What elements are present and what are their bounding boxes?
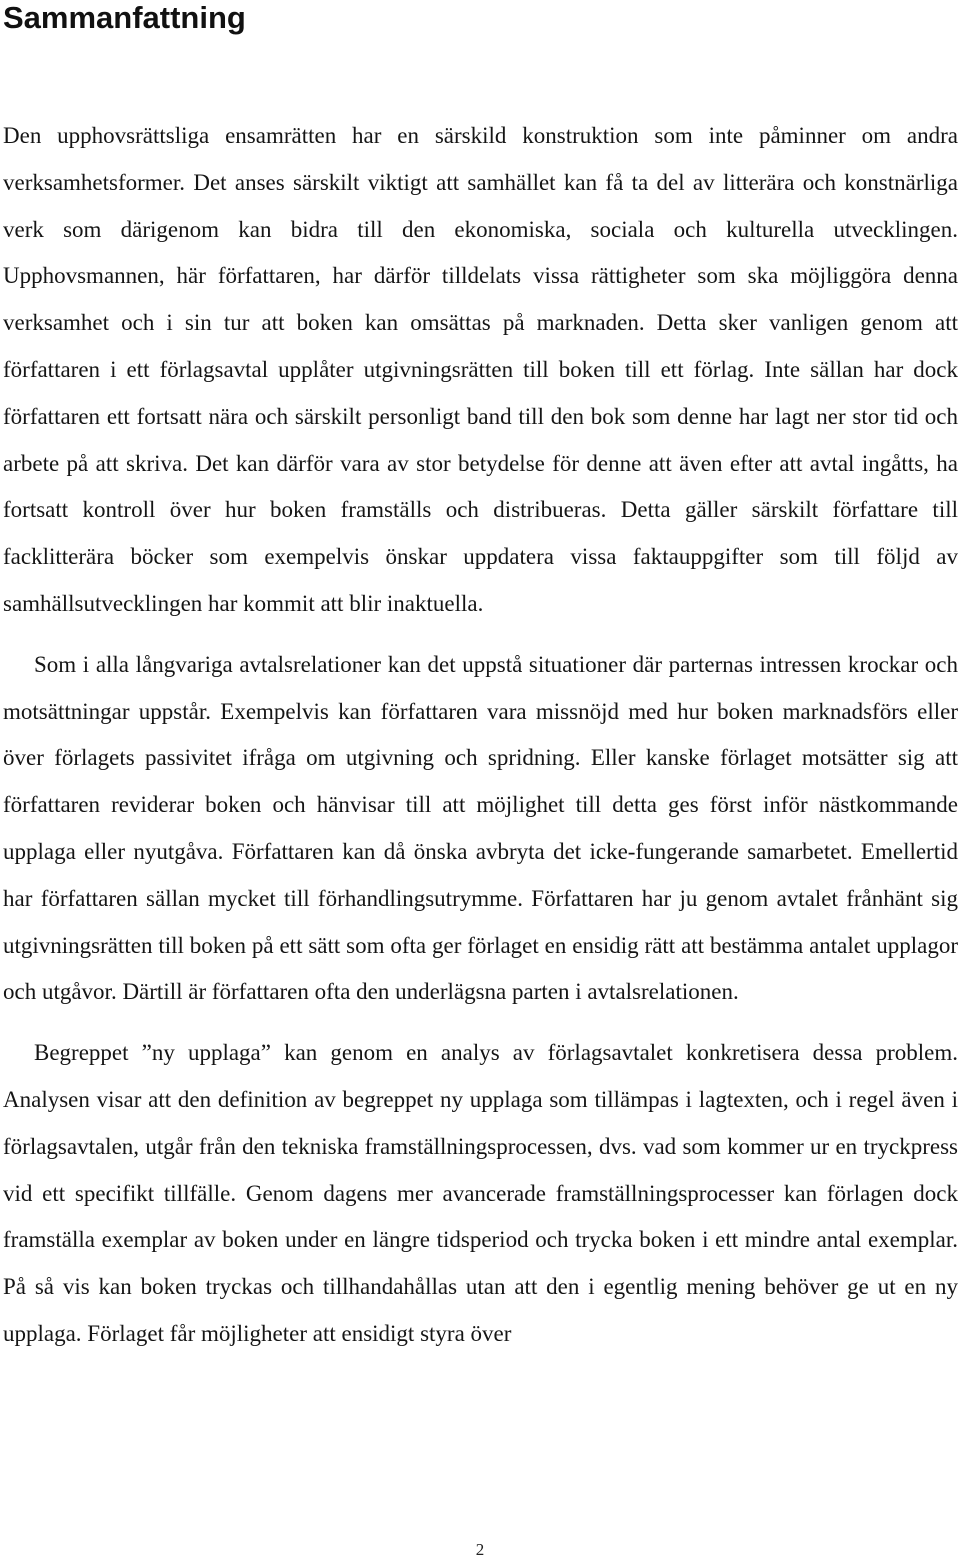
paragraph-3: Begreppet ”ny upplaga” kan genom en analys av förlagsavtalet konkretisera dessa problem. Analysen visar att den definition av begreppet ny upplaga som tillämpas i lagtexten, och i regel även i förlagsavtalen, utgår från den tekniska framställningsprocessen, dvs. vad som kommer ur en tryckpress vid ett specifikt tillfälle. Genom dagens mer avancerade framställningsprocesser kan förlagen dock framställa exemplar av boken under en längre tidsperiod och trycka boken i ett mindre antal exemplar. På så vis kan boken tryckas och tillhandahållas utan att den i egentlig mening behöver ge ut en ny upplaga. Förlaget får möjligheter att ensidigt styra över <box>3 1040 958 1346</box>
paragraph-1: Den upphovsrättsliga ensamrätten har en särskild konstruktion som inte påminner om andra verksamhetsformer. Det anses särskilt viktigt att samhället kan få ta del av litterära och konstnärliga verk som därigenom kan bidra till den ekonomiska, sociala och kulturella utvecklingen. Upphovsmannen, här författaren, har därför tilldelats vissa rättigheter som ska möjliggöra denna verksamhet och i sin tur att boken kan omsättas på marknaden. Detta sker vanligen genom att författaren i ett förlagsavtal upplåter utgivningsrätten till boken till ett förlag. Inte sällan har dock författaren ett fortsatt nära och särskilt personligt band till den bok som denne har lagt ner stor tid och arbete på att skriva. Det kan därför vara av stor betydelse för denne att även efter att avtal ingåtts, ha fortsatt kontroll över hur boken framställs och distribueras. Detta gäller särskilt författare till facklitterära böcker som exempelvis önskar uppdatera vissa faktauppgifter som till följd av samhällsutvecklingen har kommit att blir inaktuella. <box>3 123 958 616</box>
page-number: 2 <box>475 1540 485 1559</box>
paragraph-2: Som i alla långvariga avtalsrelationer kan det uppstå situationer där parternas intressen krockar och motsättningar uppstår. Exempelvis kan författaren vara missnöjd med hur boken marknadsförs eller över förlagets passivitet ifråga om utgivning och spridning. Eller kanske förlaget motsätter sig att författaren reviderar boken och hänvisar till att möjlighet till detta ges först inför nästkommande upplaga eller nyutgåva. Författaren kan då önska avbryta det icke-fungerande samarbetet. Emellertid har författaren sällan mycket till förhandlingsutrymme. Författaren har ju genom avtalet frånhänt sig utgivningsrätten till boken på ett sätt som ofta ger förlaget en ensidig rätt att bestämma antalet upplagor och utgåvor. Därtill är författaren ofta den underlägsna parten i avtalsrelationen. <box>3 651 958 1005</box>
page-title: Sammanfattning <box>3 0 246 35</box>
